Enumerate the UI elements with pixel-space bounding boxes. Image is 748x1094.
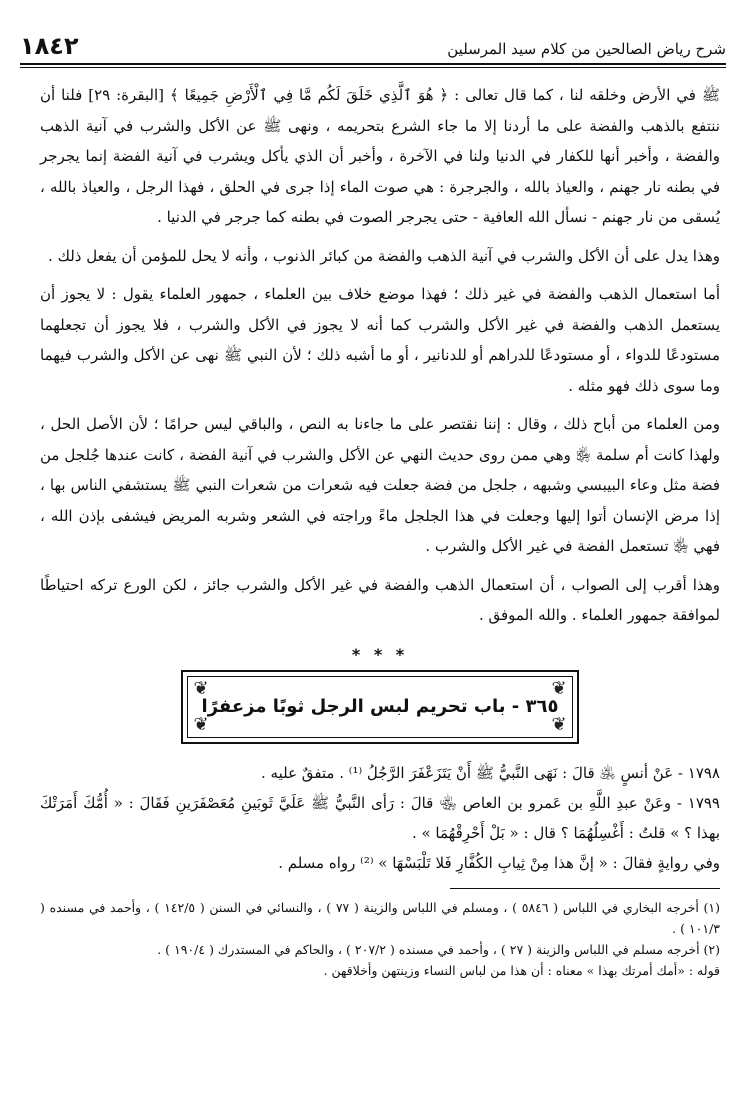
running-title: شرح رياض الصالحين من كلام سيد المرسلين <box>447 40 726 58</box>
paragraph: وهذا يدل على أن الأكل والشرب في آنية الذهب والفضة من كبائر الذنوب ، وأنه لا يحل للمؤمن أن يفعل ذلك . <box>48 246 720 265</box>
footnote-divider <box>450 888 720 889</box>
hadith-text: وفي روايةٍ فقالَ : « إنَّ هذا مِنْ ثِيابِ الكُفَّارِ فَلا تَلْبَسْهَا » ⁽²⁾ رواه مسلم . <box>278 853 720 872</box>
paragraph: أما استعمال الذهب والفضة في غير ذلك ؛ فهذا موضع خلاف بين العلماء ، جمهور العلماء يقول : لا يجوز أن يستعمل الذهب والفضة في غير الأكل والشرب كما أنه لا يجوز في الأكل والشرب ، فلا يجوز أن تجعلهما مستودعًا للدواء ، أو مستودعًا للدراهم أو للدنانير ، أو ما أشبه ذلك ؛ لأن النبي ﷺ نهى عن الأكل والشرب فيهما وما سوى ذلك فهو مثله . <box>40 285 720 395</box>
ornament-icon: ❦ <box>551 677 567 699</box>
chapter-heading-box <box>181 670 579 744</box>
chapter-title: ٣٦٥ - باب تحريم لبس الرجل ثوبًا مزعفرًا <box>201 696 559 717</box>
footnote: قوله : «أمك أمرتك بهذا » معناه : أن هذا من لباس النساء وزينتهن وأخلاقهن . <box>323 962 720 978</box>
page-header <box>20 30 726 60</box>
paragraph: ومن العلماء من أباح ذلك ، وقال : إننا نقتصر على ما جاءنا به النص ، والباقي ليس حرامًا ؛ لأن الأصل الحل ، ولهذا كانت أم سلمة ﵂ وهي ممن روى حديث النهي عن الأكل والشرب في آنية الفضة ، كانت عندها جُلجل من فضة مثل وعاء البيبسي وشبهه ، جلجل من فضة جعلت فيه شعرات من شعرات النبي ﷺ يستشفي الناس بها ، إذا مرض الإنسان أتوا إليها وجعلت في هذا الجلجل ماءً وراجته في الشعر وشربه المريض فيشفى بإذن الله ، فهي ﵂ تستعمل الفضة في غير الأكل والشرب . <box>40 415 720 555</box>
paragraph: ﷺ في الأرض وخلقه لنا ، كما قال تعالى : ﴿ هُوَ ٱلَّذِي خَلَقَ لَكُم مَّا فِي ٱلْأَرْضِ جَمِيعًا ﴾ [البقرة: ٢٩] فلنا أن ننتفع بالذهب والفضة على ما أردنا إلا ما جاء الشرع بتحريمه ، ونهى ﷺ عن الأكل والشرب في آنية الذهب والفضة ، وأخبر أنها للكفار في الدنيا ولنا في الآخرة ، وأخبر أن الذي يأكل ويشرب في آنية الفضة إنما يجرجر في بطنه نار جهنم ، والعياذ بالله ، والجرجرة : هي صوت الماء إذا جرى في الحلق ، فهذا الرجل ، والعياذ بالله ، يُسقى من نار جهنم - نسأل الله العافية - حتى يجرجر الصوت في بطنه كما جرجر في الدنيا . <box>40 86 720 226</box>
footnote: (٢) أخرجه مسلم في اللباس والزينة ( ٢٧ ) ، وأحمد في مسنده ( ٢٠٧/٢ ) ، والحاكم في المستدرك ( ١٩٠/٤ ) . <box>157 941 720 957</box>
page-body <box>40 80 720 981</box>
header-rule-thin <box>20 67 726 68</box>
hadith-text: ١٧٩٨ - عَنْ أنسٍ ﵁ قالَ : نَهَى النَّبيُّ ﷺ أَنْ يَتَزَعْفَرَ الرَّجُلُ ⁽¹⁾ . متفقٌ عليه . <box>261 763 720 782</box>
hadith-text: ١٧٩٩ - وعَنْ عبدِ اللَّهِ بن عَمرو بن العاص ﵄ قالَ : رَأى النَّبيُّ ﷺ عَلَيَّ ثَوبَينِ مُعَصْفَرَينِ فَقَالَ : « أُمُّكَ أَمَرَتْكَ بهذا ؟ » قلتُ : أَغْسِلُهُمَا ؟ قال : « بَلْ أَحْرِقْهُمَا » . <box>40 793 720 842</box>
ornament-icon: ❦ <box>193 677 209 699</box>
ornament-icon: ❦ <box>551 713 567 735</box>
header-rule-thick <box>20 63 726 65</box>
ornament-icon: ❦ <box>193 713 209 735</box>
footnote: (١) أخرجه البخاري في اللباس ( ٥٨٤٦ ) ، ومسلم في اللباس والزينة ( ٧٧ ) ، والنسائي في السنن ( ١٤٢/٥ ) ، وأحمد في مسنده ( ١٠١/٣ ) . <box>40 899 720 936</box>
section-separator: * * * <box>351 644 409 664</box>
page-number: ١٨٤٢ <box>20 32 79 60</box>
paragraph: وهذا أقرب إلى الصواب ، أن استعمال الذهب والفضة في غير الأكل والشرب جائز ، لكن الورع تركه احتياطًا لموافقة جمهور العلماء . والله الموفق . <box>40 575 720 624</box>
